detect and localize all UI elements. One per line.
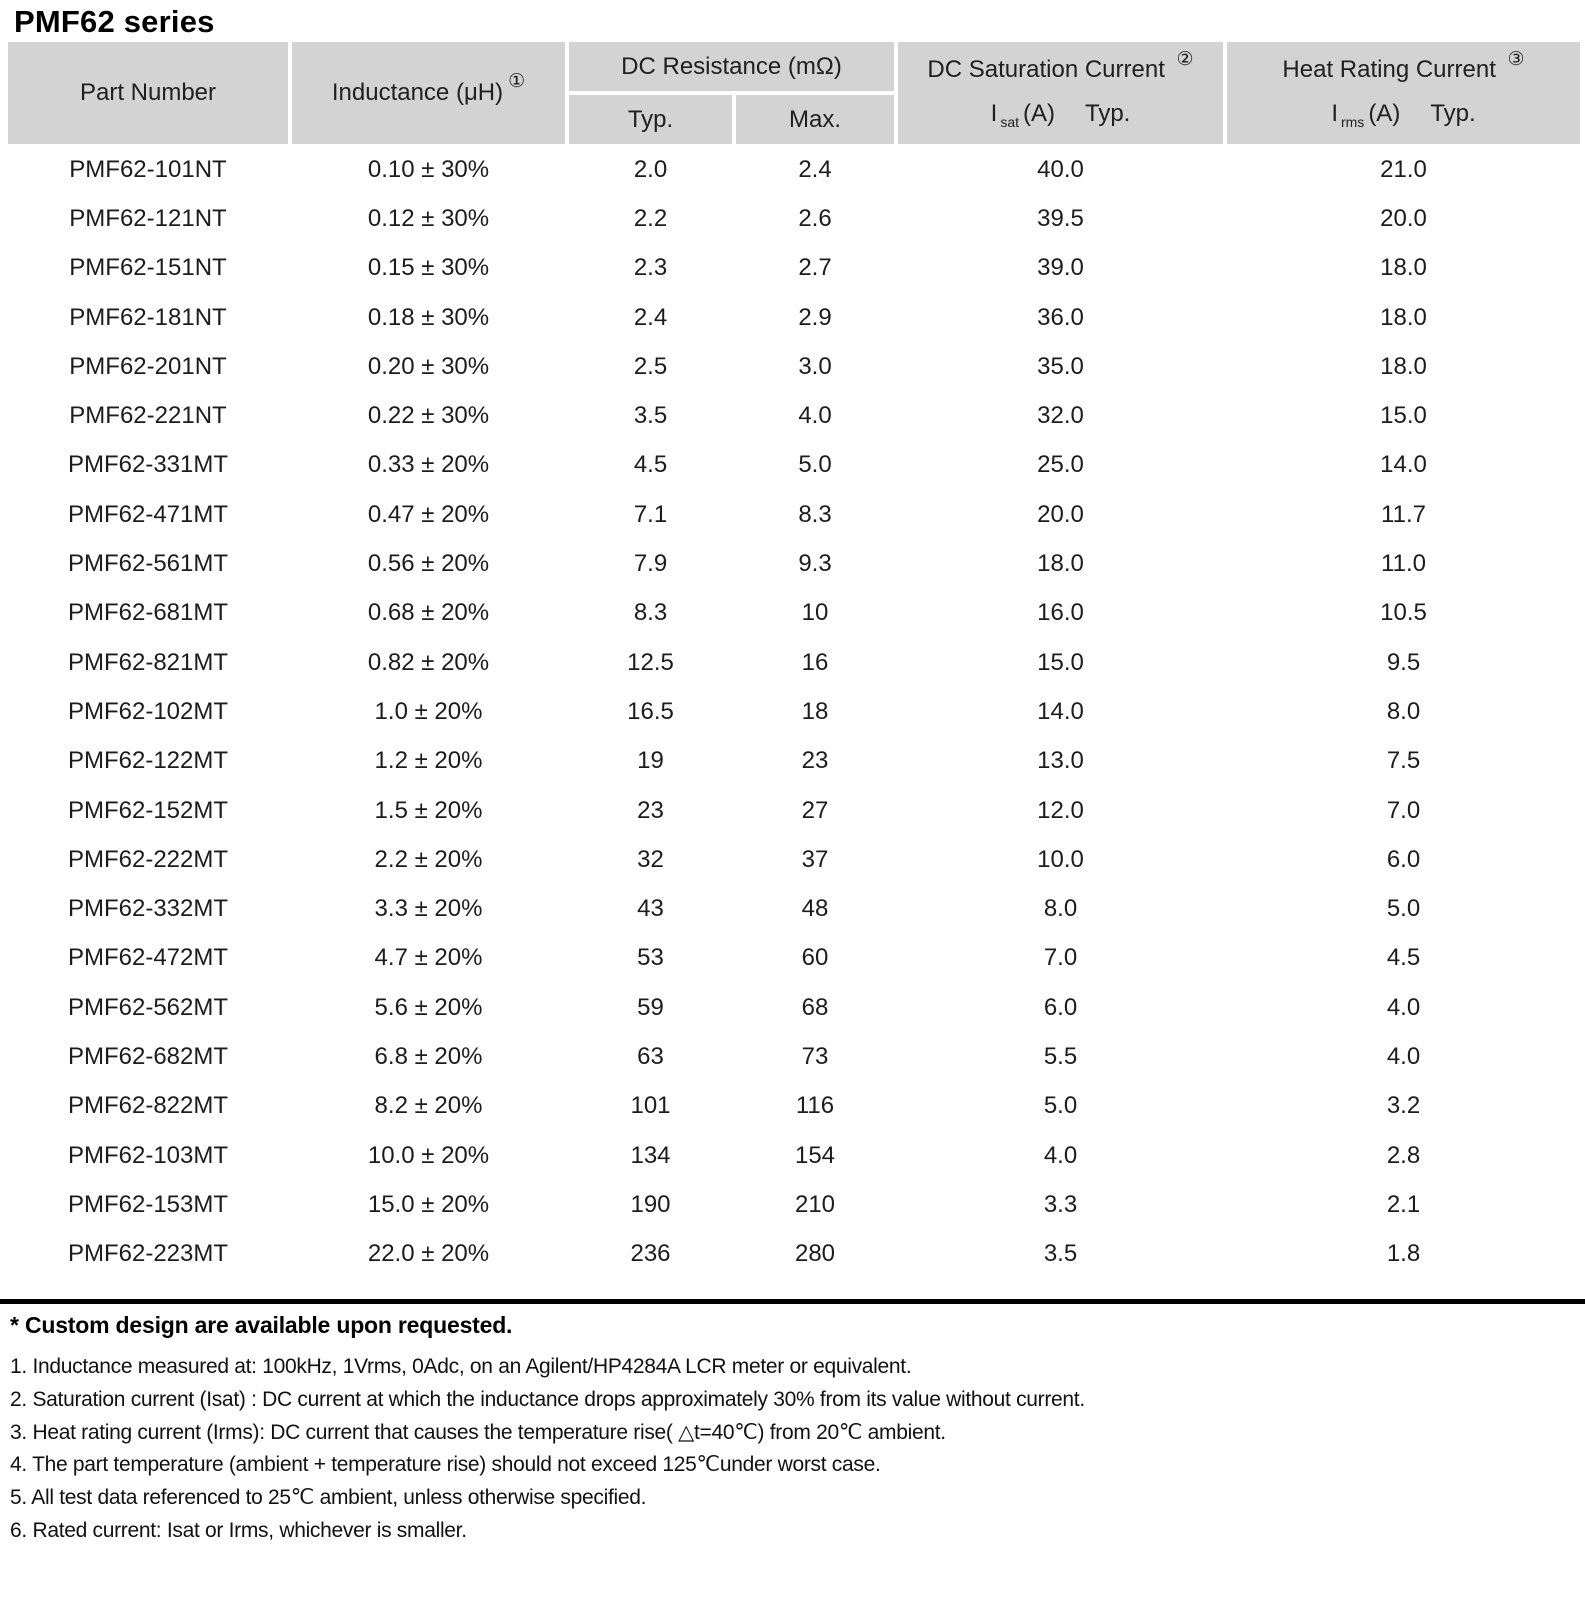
cell-dcr-typ: 3.5 [633,402,668,430]
table-row [8,835,1580,884]
header-cell-inductance [292,42,565,144]
table-row [8,391,1580,440]
table-row [8,1131,1580,1180]
cell-irms: 4.0 [1386,1042,1421,1070]
cell-dcr-typ: 63 [637,1042,664,1070]
dcr-max-label: Max. [788,105,841,133]
cell-irms: 15.0 [1380,402,1427,430]
cell-irms: 20.0 [1380,204,1427,232]
cell-isat: 5.0 [1043,1092,1078,1120]
irms-typ-label: Typ. [1430,100,1476,127]
cell-irms: 5.0 [1386,895,1421,923]
table-row [8,145,1580,194]
cell-isat: 16.0 [1037,599,1084,627]
cell-dcr-max: 116 [795,1092,835,1120]
table-row [8,934,1580,983]
cell-isat: 3.5 [1043,1240,1078,1268]
table-row [8,244,1580,293]
cell-dcr-typ: 53 [637,944,664,972]
cell-part-number: PMF62-221NT [69,402,227,430]
cell-inductance: 0.15 ± 30% [367,254,490,282]
part-number-label: Part Number [79,79,217,106]
footnote-ref-2: ② [1176,49,1194,70]
cell-inductance: 1.5 ± 20% [374,796,483,824]
saturation-current-unit-line [991,100,1131,128]
cell-isat: 39.5 [1037,204,1084,232]
footnote-2: 2. Saturation current (Isat) : DC current at which the inductance drops approximately 30% from its value without current. [10,1387,1085,1411]
table-row [8,1032,1580,1081]
cell-irms: 10.5 [1380,599,1427,627]
cell-isat: 3.3 [1043,1190,1078,1218]
heat-rating-current-title [1282,49,1525,84]
cell-irms: 9.5 [1386,648,1421,676]
cell-dcr-max: 60 [801,944,829,972]
cell-isat: 7.0 [1043,944,1078,972]
table-body [8,145,1580,1279]
cell-dcr-typ: 59 [637,993,664,1021]
cell-part-number: PMF62-102MT [67,697,229,725]
cell-irms: 14.0 [1380,451,1427,479]
table-row [8,1180,1580,1229]
cell-inductance: 3.3 ± 20% [374,895,483,923]
cell-inductance: 10.0 ± 20% [367,1141,490,1169]
irms-symbol: I [1331,100,1338,127]
footnote-ref-1: ① [508,70,526,92]
cell-inductance: 0.47 ± 20% [367,500,490,528]
header-cell-part-number [8,42,288,144]
cell-irms: 11.0 [1381,550,1426,578]
cell-part-number: PMF62-201NT [69,352,227,380]
cell-part-number: PMF62-472MT [67,944,229,972]
cell-irms: 6.0 [1386,845,1421,873]
cell-inductance: 6.8 ± 20% [374,1042,483,1070]
cell-irms: 7.0 [1386,796,1421,824]
footnote-6: 6. Rated current: Isat or Irms, whichever is smaller. [10,1518,467,1542]
cell-inductance: 8.2 ± 20% [374,1092,483,1120]
cell-inductance: 0.18 ± 30% [367,303,490,331]
cell-dcr-max: 5.0 [798,451,832,479]
cell-irms: 4.0 [1386,993,1421,1021]
cell-part-number: PMF62-681MT [67,599,229,627]
isat-symbol: I [990,100,998,127]
cell-dcr-max: 27 [801,796,829,824]
cell-part-number: PMF62-471MT [67,500,229,528]
table-row [8,884,1580,933]
cell-isat: 25.0 [1037,451,1084,479]
cell-isat: 10.0 [1037,845,1084,873]
cell-isat: 4.0 [1043,1141,1078,1169]
cell-dcr-max: 3.0 [798,352,832,380]
cell-irms: 18.0 [1380,303,1427,331]
cell-isat: 15.0 [1037,648,1084,676]
cell-part-number: PMF62-222MT [67,845,229,873]
cell-part-number: PMF62-682MT [67,1042,229,1070]
cell-dcr-typ: 190 [630,1190,671,1218]
header-cell-dc-resistance [569,42,894,91]
cell-dcr-max: 2.6 [798,204,832,232]
table-bottom-rule [0,1299,1585,1304]
cell-part-number: PMF62-223MT [67,1240,229,1268]
cell-irms: 2.8 [1386,1141,1421,1169]
cell-dcr-max: 73 [801,1042,829,1070]
cell-part-number: PMF62-103MT [67,1141,229,1169]
cell-dcr-typ: 2.4 [633,303,668,331]
cell-inductance: 4.7 ± 20% [374,944,483,972]
cell-inductance: 15.0 ± 20% [367,1190,490,1218]
cell-dcr-max: 2.9 [798,303,832,331]
table-row [8,786,1580,835]
cell-part-number: PMF62-822MT [67,1092,229,1120]
cell-dcr-typ: 236 [630,1240,671,1268]
header-cell-dcr-max [736,95,894,144]
cell-isat: 5.5 [1043,1042,1078,1070]
cell-inductance: 22.0 ± 20% [367,1240,490,1268]
cell-part-number: PMF62-332MT [67,895,229,923]
cell-isat: 20.0 [1037,500,1084,528]
cell-part-number: PMF62-181NT [69,303,227,331]
cell-inductance: 1.2 ± 20% [374,747,483,775]
table-row [8,293,1580,342]
table-row [8,539,1580,588]
heat-rating-current-label: Heat Rating Current [1282,56,1496,83]
cell-dcr-max: 16 [801,648,829,676]
table-row [8,638,1580,687]
cell-irms: 18.0 [1380,254,1427,282]
header-cell-dcr-typ [569,95,732,144]
cell-isat: 36.0 [1037,303,1084,331]
cell-dcr-typ: 19 [637,747,664,775]
cell-isat: 39.0 [1037,254,1084,282]
saturation-current-title [927,49,1194,84]
cell-inductance: 0.12 ± 30% [367,204,490,232]
cell-dcr-typ: 16.5 [627,697,674,725]
cell-part-number: PMF62-821MT [67,648,229,676]
table-row [8,687,1580,736]
page-title: PMF62 series [14,4,215,39]
cell-dcr-max: 210 [794,1190,836,1218]
cell-part-number: PMF62-101NT [69,155,227,183]
cell-inductance: 2.2 ± 20% [374,845,483,873]
cell-dcr-max: 2.7 [798,254,832,282]
cell-dcr-max: 18 [801,697,829,725]
cell-irms: 7.5 [1386,747,1421,775]
cell-irms: 18.0 [1380,352,1427,380]
table-row [8,1230,1580,1279]
cell-isat: 12.0 [1037,796,1084,824]
heat-rating-current-unit-line [1331,100,1475,128]
cell-dcr-typ: 101 [630,1092,671,1120]
table-row [8,1082,1580,1131]
cell-isat: 32.0 [1037,402,1084,430]
table-row [8,983,1580,1032]
cell-isat: 40.0 [1037,155,1084,183]
cell-inductance: 0.68 ± 20% [367,599,490,627]
table-row [8,737,1580,786]
cell-part-number: PMF62-153MT [67,1190,229,1218]
cell-part-number: PMF62-561MT [67,550,229,578]
isat-unit: (A) [1023,100,1055,127]
cell-inductance: 0.56 ± 20% [367,550,490,578]
cell-irms: 21.0 [1380,155,1427,183]
cell-irms: 1.8 [1386,1240,1421,1268]
cell-dcr-max: 37 [801,845,829,873]
footnote-1: 1. Inductance measured at: 100kHz, 1Vrms, 0Adc, on an Agilent/HP4284A LCR meter or equivalent. [10,1355,912,1378]
footnote-5: 5. All test data referenced to 25℃ ambient, unless otherwise specified. [10,1486,647,1510]
saturation-current-label: DC Saturation Current [927,56,1165,83]
irms-unit: (A) [1368,100,1401,127]
cell-irms: 11.7 [1381,500,1426,528]
cell-dcr-max: 48 [801,895,829,923]
cell-dcr-max: 8.3 [798,500,832,528]
table-row [8,490,1580,539]
table-row [8,194,1580,243]
cell-dcr-typ: 4.5 [633,451,668,479]
cell-isat: 18.0 [1037,550,1084,578]
cell-dcr-typ: 2.2 [633,204,668,232]
cell-dcr-typ: 134 [630,1141,671,1169]
dc-resistance-label: DC Resistance (mΩ) [621,52,842,80]
cell-dcr-typ: 12.5 [627,648,674,676]
cell-isat: 35.0 [1037,352,1084,380]
cell-isat: 6.0 [1043,993,1078,1021]
footnote-3: 3. Heat rating current (Irms): DC current that causes the temperature rise( △t=40℃) from 20℃ ambient. [10,1420,946,1444]
cell-part-number: PMF62-121NT [69,204,227,232]
cell-inductance: 1.0 ± 20% [374,697,483,725]
cell-dcr-typ: 32 [637,845,664,873]
cell-inductance: 5.6 ± 20% [374,993,483,1021]
cell-inductance: 0.10 ± 30% [367,155,490,183]
isat-typ-label: Typ. [1085,100,1131,127]
cell-dcr-typ: 2.0 [633,155,668,183]
cell-inductance: 0.33 ± 20% [367,451,490,479]
header-cell-heat-rating-current [1227,42,1580,144]
footnote-ref-3: ③ [1507,49,1525,70]
cell-dcr-typ: 2.5 [633,352,668,380]
cell-part-number: PMF62-152MT [67,796,229,824]
isat-subscript: sat [1000,114,1019,130]
table-row [8,441,1580,490]
cell-inductance: 0.82 ± 20% [367,648,490,676]
cell-irms: 8.0 [1386,697,1421,725]
cell-part-number: PMF62-122MT [67,747,229,775]
cell-part-number: PMF62-151NT [69,254,227,282]
cell-dcr-max: 280 [794,1240,836,1268]
cell-dcr-typ: 7.9 [633,550,668,578]
custom-design-note: * Custom design are available upon requested. [10,1312,513,1338]
cell-dcr-typ: 23 [637,796,664,824]
cell-isat: 13.0 [1037,747,1084,775]
cell-dcr-max: 9.3 [798,550,832,578]
cell-inductance: 0.20 ± 30% [367,352,490,380]
cell-dcr-max: 154 [794,1141,836,1169]
cell-dcr-max: 4.0 [798,402,832,430]
table-row [8,589,1580,638]
cell-dcr-typ: 7.1 [633,500,668,528]
cell-inductance: 0.22 ± 30% [367,402,490,430]
inductance-label: Inductance (μH) [331,79,504,106]
cell-dcr-typ: 43 [637,895,664,923]
header-cell-saturation-current [898,42,1223,144]
cell-dcr-max: 68 [801,993,829,1021]
table-row [8,342,1580,391]
table-header [8,42,1580,144]
irms-subscript: rms [1340,114,1365,130]
cell-dcr-max: 10 [801,599,829,627]
cell-dcr-max: 23 [801,747,829,775]
cell-isat: 14.0 [1037,697,1084,725]
cell-irms: 3.2 [1386,1092,1421,1120]
cell-dcr-typ: 8.3 [633,599,668,627]
cell-dcr-typ: 2.3 [633,254,668,282]
cell-part-number: PMF62-562MT [67,993,229,1021]
cell-irms: 4.5 [1386,944,1421,972]
cell-dcr-max: 2.4 [798,155,832,183]
dcr-typ-label: Typ. [627,105,674,133]
cell-isat: 8.0 [1043,895,1078,923]
cell-part-number: PMF62-331MT [67,451,229,479]
cell-irms: 2.1 [1386,1190,1421,1218]
footnotes-list [10,1351,1085,1548]
footnote-4: 4. The part temperature (ambient + temperature rise) should not exceed 125℃under worst case. [10,1453,881,1477]
